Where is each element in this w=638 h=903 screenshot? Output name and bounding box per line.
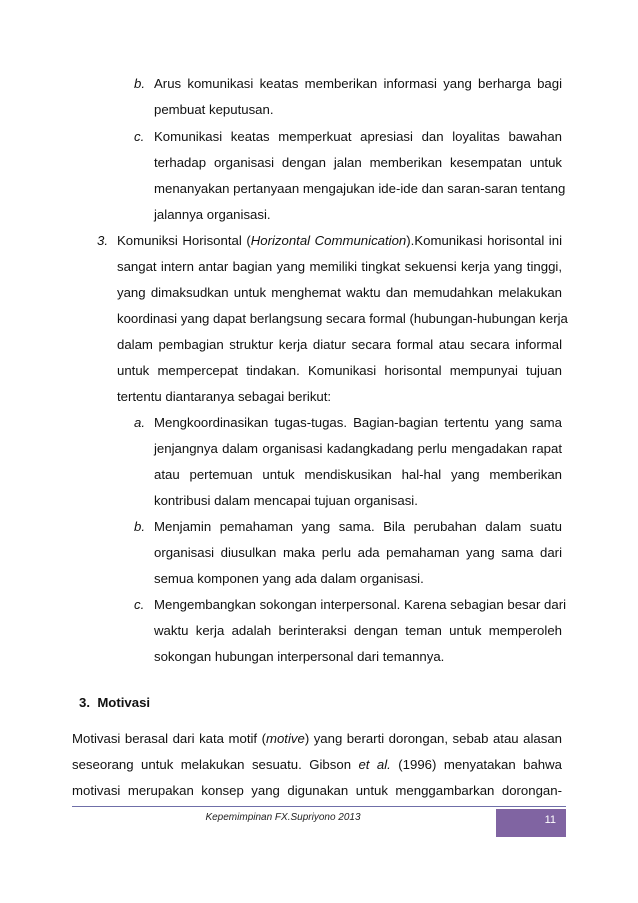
item-c-line-1: Komunikasi keatas memperkuat apresiasi dan loyalitas bawahan <box>154 129 562 144</box>
subitem-b-line-2: organisasi diusulkan maka perlu ada pemahaman yang sama dari <box>154 545 562 560</box>
footer-text: Kepemimpinan FX.Supriyono 2013 <box>205 812 361 823</box>
subitem-c-line-1: Mengembangkan sokongan interpersonal. Karena sebagian besar dari <box>154 597 567 612</box>
subitem-b-line-3: semua komponen yang ada dalam organisasi. <box>154 571 424 586</box>
subitem-c-line-2: waktu kerja adalah berinteraksi dengan teman untuk memperoleh <box>154 623 562 638</box>
item-c-line-2: terhadap organisasi dengan jalan memberikan kesempatan untuk <box>154 155 562 170</box>
point-3-line-4: koordinasi yang dapat berlangsung secara formal (hubungan-hubungan kerja <box>117 311 568 326</box>
list-label-c: c. <box>134 129 145 144</box>
subitem-a-line-2: jenjangnya dalam organisasi kadangkadang perlu mengadakan rapat <box>154 441 562 456</box>
item-c-line-4: jalannya organisasi. <box>154 207 271 222</box>
point-3-line-2: sangat intern antar bagian yang memiliki tingkat sekuensi kerja yang tinggi, <box>117 259 562 274</box>
page-number-badge <box>496 809 566 837</box>
point-3-line-6: untuk mempercepat tindakan. Komunikasi horisontal mempunyai tujuan <box>117 363 562 378</box>
point-3-line-3: yang dimaksudkan untuk menghemat waktu dan memudahkan melakukan <box>117 285 562 300</box>
subitem-a-line-4: kontribusi dalam mencapai tujuan organisasi. <box>154 493 418 508</box>
list-label-b: b. <box>134 76 145 91</box>
item-c-line-3: menanyakan pertanyaan mengajukan ide-ide dan saran-saran tentang <box>154 181 566 196</box>
point-3-line-5: dalam pembagian struktur kerja diatur secara formal atau secara informal <box>117 337 562 352</box>
paragraph-line-3: motivasi merupakan konsep yang digunakan untuk menggambarkan dorongan- <box>72 783 562 798</box>
section-heading: 3. Motivasi <box>79 695 151 710</box>
point-3-number: 3. <box>97 233 108 248</box>
subitem-a-line-1: Mengkoordinasikan tugas-tugas. Bagian-bagian tertentu yang sama <box>154 415 562 430</box>
subitem-a-line-3: atau pertemuan untuk mendiskusikan hal-hal yang memberikan <box>154 467 562 482</box>
page-number: 11 <box>544 814 556 826</box>
subitem-c-line-3: sokongan hubungan interpersonal dari temannya. <box>154 649 445 664</box>
subitem-b-line-1: Menjamin pemahaman yang sama. Bila perubahan dalam suatu <box>154 519 562 534</box>
sublist-label-b: b. <box>134 519 145 534</box>
item-b-line-2: pembuat keputusan. <box>154 102 274 117</box>
point-3-line-1: Komuniksi Horisontal (Horizontal Communication).Komunikasi horisontal ini <box>117 233 562 248</box>
paragraph-line-2: seseorang untuk melakukan sesuatu. Gibson et al. (1996) menyatakan bahwa <box>72 757 562 772</box>
item-b-line-1: Arus komunikasi keatas memberikan informasi yang berharga bagi <box>154 76 562 91</box>
sublist-label-a: a. <box>134 415 145 430</box>
sublist-label-c: c. <box>134 597 145 612</box>
point-3-line-7: tertentu diantaranya sebagai berikut: <box>117 389 332 404</box>
paragraph-line-1: Motivasi berasal dari kata motif (motive) yang berarti dorongan, sebab atau alasan <box>72 731 562 746</box>
footer-rule <box>72 806 566 807</box>
